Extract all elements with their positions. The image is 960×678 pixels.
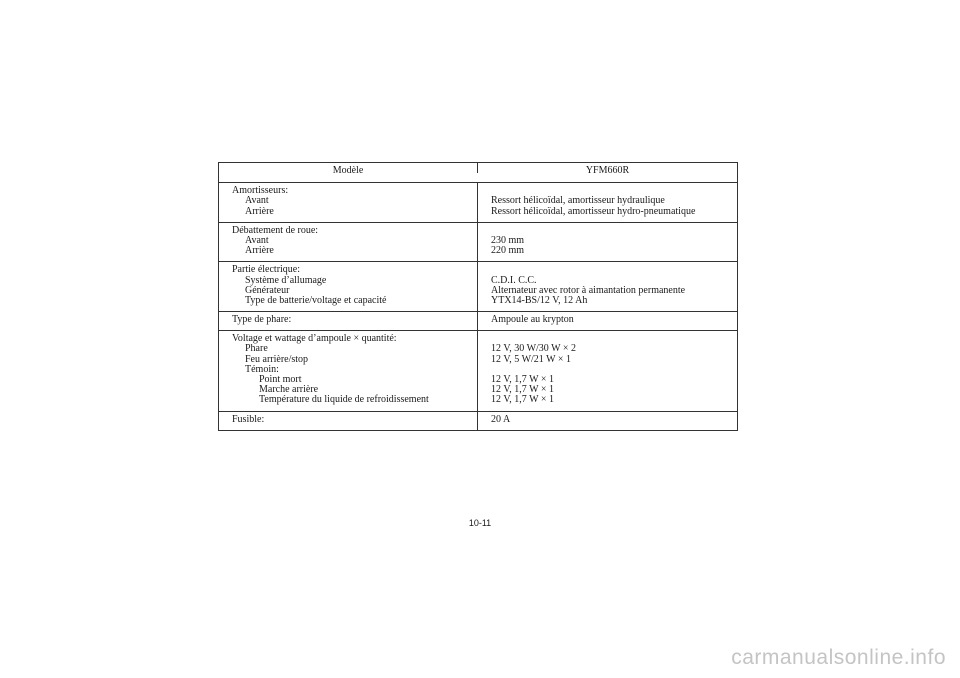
spec-label: Témoin: [245,363,279,375]
header-model-value: YFM660R [585,165,630,176]
spec-label: Température du liquide de refroidissement [259,394,429,406]
spec-label: Feu arrière/stop [245,353,309,365]
spec-value: 12 V, 1,7 W × 1 [491,394,554,406]
spec-label: Phare [245,343,268,355]
spec-value-cell [478,312,737,330]
spec-value-cell [478,262,737,311]
spec-label: Avant [245,195,269,207]
spec-value-cell [478,331,737,410]
spec-label: Partie électrique: [232,264,301,276]
spec-label: Générateur [245,284,290,296]
header-model-label: Modèle [219,163,478,173]
table-row [219,261,737,311]
spec-value: 12 V, 1,7 W × 1 [491,374,554,385]
spec-label: Point mort [259,374,302,385]
spec-value: Ampoule au krypton [491,314,574,326]
spec-label: Voltage et wattage d’ampoule × quantité: [232,333,397,345]
spec-value: 230 mm [491,234,525,246]
spec-label: Fusible: [232,413,265,425]
spec-value-cell [478,183,737,222]
spec-label-cell [219,183,478,222]
table-row [219,182,737,222]
table-body [219,182,737,430]
spec-label: Type de batterie/voltage et capacité [245,294,387,306]
spec-value: Ressort hélicoïdal, amortisseur hydraulique [491,195,665,207]
spec-value-cell [478,223,737,262]
spec-label: Avant [245,234,269,246]
spec-label-cell [219,331,478,410]
spec-value: 12 V, 1,7 W × 1 [491,384,554,396]
spec-value [491,226,737,236]
spec-value: 20 A [491,413,511,425]
spec-value [491,265,737,275]
spec-table [218,162,738,431]
table-row [219,411,737,430]
table-row [219,222,737,262]
spec-value: 220 mm [491,245,525,257]
spec-value: C.D.I. C.C. [491,274,537,286]
page-number: 10-11 [468,518,492,528]
spec-label-cell [219,223,478,262]
spec-label-cell [219,262,478,311]
spec-label-cell [219,412,478,430]
spec-label: Arrière [245,245,274,257]
spec-label: Débattement de roue: [232,224,319,236]
table-header-row [219,163,737,182]
watermark: carmanualsonline.info [731,646,946,669]
spec-value: Ressort hélicoïdal, amortisseur hydro-pneumatique [491,205,696,217]
table-row [219,311,737,330]
spec-label: Arrière [245,205,274,217]
spec-label: Système d’allumage [245,274,327,286]
spec-label-cell [219,312,478,330]
table-row [219,330,737,410]
spec-value: YTX14-BS/12 V, 12 Ah [491,294,588,306]
spec-label: Type de phare: [232,314,292,326]
spec-label: Marche arrière [259,384,319,396]
spec-value: 12 V, 5 W/21 W × 1 [491,353,572,365]
spec-value-cell [478,412,737,430]
spec-value: Alternateur avec rotor à aimantation permanente [491,284,686,296]
spec-label: Amortisseurs: [232,185,289,197]
spec-value: 12 V, 30 W/30 W × 2 [491,343,577,355]
